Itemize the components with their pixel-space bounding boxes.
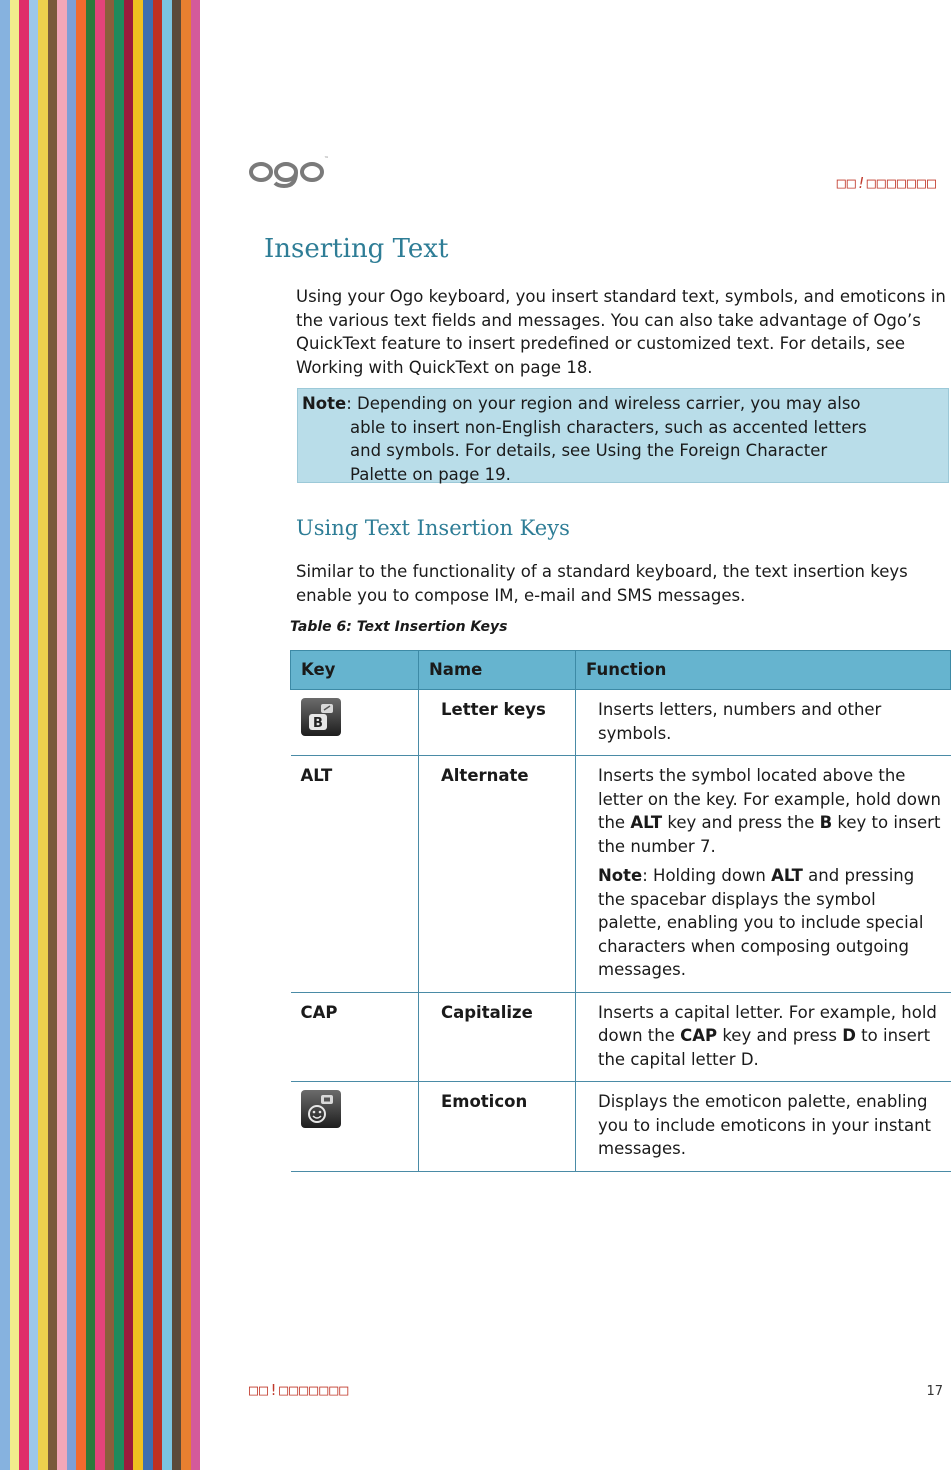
subsection-intro: Similar to the functionality of a standard keyboard, the text insertion keys enable you to compose IM, e-mail and SMS messages. <box>296 562 908 605</box>
stripe <box>133 0 143 1470</box>
function-cell <box>576 690 951 756</box>
function-text: Inserts a capital letter. For example, hold down the CAP key and press D to insert the capital letter D. <box>598 1002 937 1069</box>
note-line-1: : Depending on your region and wireless carrier, you may also <box>346 394 861 413</box>
key-cell <box>291 1082 419 1172</box>
note-line-2: able to insert non-English characters, such as accented letters <box>350 417 867 437</box>
stripe <box>143 0 153 1470</box>
stripe <box>29 0 39 1470</box>
stripe <box>76 0 86 1470</box>
text-insertion-keys-table <box>290 650 951 1172</box>
function-note: Note: Holding down ALT and pressing the spacebar displays the symbol palette, enabling you to include special characters when composing outgoing messages. <box>598 866 924 979</box>
footer-code: □□!□□□□□□□ <box>249 1381 350 1399</box>
note-line-3: and symbols. For details, see Using the Foreign Character <box>350 441 828 460</box>
table-caption: Table 6: Text Insertion Keys <box>290 619 508 635</box>
ogo-logo <box>248 150 330 190</box>
svg-text:B: B <box>312 716 323 731</box>
function-text: Inserts letters, numbers and other symbols. <box>598 700 882 743</box>
stripe <box>86 0 96 1470</box>
table-header-row <box>291 651 951 690</box>
page-number: 17 <box>926 1384 943 1399</box>
table-row <box>291 1082 951 1172</box>
letter-key-icon <box>301 698 341 736</box>
table-row <box>291 690 951 756</box>
table-row <box>291 756 951 993</box>
section-intro: Using your Ogo keyboard, you insert standard text, symbols, and emoticons in the various text fields and messages. You can also take advantage of Ogo’s QuickText feature to insert predefined or customized text. For details, see Working with QuickText on page 18. <box>296 287 946 377</box>
stripe <box>162 0 172 1470</box>
emoticon-key-icon <box>301 1090 341 1128</box>
note-box <box>297 388 949 483</box>
note-line-4: Palette on page 19. <box>350 464 511 484</box>
stripe <box>114 0 124 1470</box>
function-cell <box>576 1082 951 1172</box>
subsection-title: Using Text Insertion Keys <box>296 516 570 540</box>
svg-text:™: ™ <box>324 156 329 162</box>
header-function: Function <box>576 651 951 690</box>
name-cell: Letter keys <box>419 690 576 756</box>
name-cell: Alternate <box>419 756 576 993</box>
function-cell <box>576 756 951 993</box>
stripe <box>181 0 191 1470</box>
section-title: Inserting Text <box>264 234 449 264</box>
function-text: Inserts the symbol located above the letter on the key. For example, hold down the ALT key and press the B key to insert the number 7. <box>598 766 941 856</box>
decorative-stripes <box>0 0 200 1470</box>
stripe <box>172 0 182 1470</box>
key-cell: ALT <box>291 756 419 993</box>
function-cell <box>576 992 951 1082</box>
stripe <box>10 0 20 1470</box>
stripe <box>124 0 134 1470</box>
function-text: Displays the emoticon palette, enabling you to include emoticons in your instant messages. <box>598 1092 932 1158</box>
stripe <box>0 0 10 1470</box>
stripe <box>191 0 201 1470</box>
note-label: Note <box>302 394 347 413</box>
name-cell: Capitalize <box>419 992 576 1082</box>
key-cell: CAP <box>291 992 419 1082</box>
key-cell <box>291 690 419 756</box>
stripe <box>67 0 77 1470</box>
stripe <box>95 0 105 1470</box>
stripe <box>153 0 163 1470</box>
name-cell: Emoticon <box>419 1082 576 1172</box>
table-row <box>291 992 951 1082</box>
header-name: Name <box>419 651 576 690</box>
stripe <box>105 0 115 1470</box>
stripe <box>19 0 29 1470</box>
stripe <box>38 0 48 1470</box>
stripe <box>48 0 58 1470</box>
stripe <box>57 0 67 1470</box>
header-code: □□!□□□□□□□ <box>836 174 937 192</box>
header-key: Key <box>291 651 419 690</box>
